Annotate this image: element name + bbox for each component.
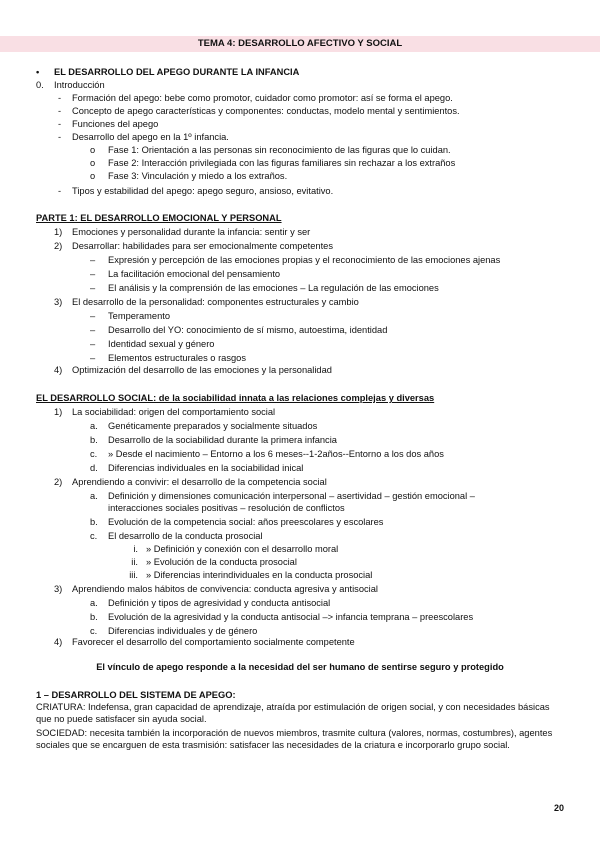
letter-marker: c. bbox=[90, 449, 98, 459]
roman-item: » Evolución de la conducta prosocial bbox=[146, 557, 297, 567]
roman-item: » Definición y conexión con el desarrollo moral bbox=[146, 544, 339, 554]
emdash-marker: – bbox=[90, 269, 96, 279]
intro-item: Formación del apego: bebe como promotor, cuidador como promotor: así se forma el apego. bbox=[72, 93, 453, 103]
social-item: La sociabilidad: origen del comportamiento social bbox=[72, 407, 276, 417]
emdash-marker: – bbox=[90, 311, 96, 321]
intro-item: Concepto de apego características y componentes: conductas, modelo mental y sentimientos. bbox=[72, 106, 460, 116]
intro-item: Tipos y estabilidad del apego: apego seguro, ansioso, evitativo. bbox=[72, 186, 334, 196]
parte1-item: Optimización del desarrollo de las emociones y la personalidad bbox=[72, 365, 332, 375]
apego-bullet: • bbox=[36, 67, 40, 77]
parte1-subitem: Temperamento bbox=[108, 311, 171, 321]
parte1-subitem: Expresión y percepción de las emociones propias y el reconocimiento de las emociones ajenas bbox=[108, 255, 501, 265]
item-number: 2) bbox=[54, 241, 63, 251]
letter-marker: b. bbox=[90, 612, 98, 622]
social-subitem: » Desde el nacimiento – Entorno a los 6 meses--1-2años--Entorno a los dos años bbox=[108, 449, 444, 459]
parte1-subitem: El análisis y la comprensión de las emociones – La regulación de las emociones bbox=[108, 283, 439, 293]
social-item: Favorecer el desarrollo del comportamiento socialmente competente bbox=[72, 637, 355, 647]
emdash-marker: – bbox=[90, 353, 96, 363]
dash-marker: - bbox=[58, 186, 62, 196]
criatura-paragraph bbox=[36, 701, 566, 725]
emdash-marker: – bbox=[90, 255, 96, 265]
sociedad-paragraph bbox=[36, 727, 566, 751]
item-number: 3) bbox=[54, 297, 63, 307]
dash-marker: - bbox=[58, 93, 62, 103]
parte1-item: El desarrollo de la personalidad: componentes estructurales y cambio bbox=[72, 297, 359, 307]
social-item: Aprendiendo a convivir: el desarrollo de la competencia social bbox=[72, 477, 327, 487]
parte1-subitem: Desarrollo del YO: conocimiento de sí mismo, autoestima, identidad bbox=[108, 325, 388, 335]
apego-title: EL DESARROLLO DEL APEGO DURANTE LA INFANCIA bbox=[54, 67, 300, 77]
apego-quote: El vínculo de apego responde a la necesidad del ser humano de sentirse seguro y protegido bbox=[96, 662, 504, 672]
parte1-subitem: Elementos estructurales o rasgos bbox=[108, 353, 246, 363]
intro-item: Desarrollo del apego en la 1º infancia. bbox=[72, 132, 229, 142]
emdash-marker: – bbox=[90, 339, 96, 349]
intro-item: Funciones del apego bbox=[72, 119, 159, 129]
intro-label: Introducción bbox=[54, 80, 105, 90]
social-subitem-cont: interacciones sociales positivas – resolución de conflictos bbox=[108, 503, 345, 513]
item-number: 3) bbox=[54, 584, 63, 594]
circle-bullet: o bbox=[90, 158, 96, 168]
dash-marker: - bbox=[58, 106, 62, 116]
criatura-label: CRIATURA: bbox=[36, 702, 86, 712]
sociedad-text: necesita también la incorporación de nuevos miembros, trasmite cultura (valores, normas, costumbres), agentes sociales que se encarguen de esta trasmisión: satisfacer las necesidades de la criatura e incorporarlo grupo social. bbox=[36, 728, 553, 750]
item-number: 1) bbox=[54, 407, 63, 417]
phase-item: Fase 1: Orientación a las personas sin reconocimiento de las figuras que lo cuidan. bbox=[108, 145, 451, 155]
emdash-marker: – bbox=[90, 325, 96, 335]
social-subitem: Evolución de la competencia social: años preescolares y escolares bbox=[108, 517, 384, 527]
criatura-text: Indefensa, gran capacidad de aprendizaje, atraída por estimulación de origen social, y con necesidades básicas que no puede satisfacer sin ayuda social. bbox=[36, 702, 550, 724]
social-subitem: Genéticamente preparados y socialmente situados bbox=[108, 421, 318, 431]
intro-number: 0. bbox=[36, 80, 44, 90]
roman-marker: iii. bbox=[129, 570, 138, 580]
social-item: Aprendiendo malos hábitos de convivencia: conducta agresiva y antisocial bbox=[72, 584, 378, 594]
chapter-header: TEMA 4: DESARROLLO AFECTIVO Y SOCIAL bbox=[0, 36, 600, 52]
social-title: EL DESARROLLO SOCIAL: de la sociabilidad innata a las relaciones complejas y diversas bbox=[36, 393, 435, 403]
letter-marker: a. bbox=[90, 421, 98, 431]
item-number: 1) bbox=[54, 227, 63, 237]
letter-marker: b. bbox=[90, 517, 98, 527]
letter-marker: b. bbox=[90, 435, 98, 445]
social-subitem: Definición y tipos de agresividad y conducta antisocial bbox=[108, 598, 331, 608]
letter-marker: d. bbox=[90, 463, 98, 473]
letter-marker: c. bbox=[90, 626, 98, 636]
letter-marker: a. bbox=[90, 598, 98, 608]
circle-bullet: o bbox=[90, 145, 96, 155]
social-subitem: Evolución de la agresividad y la conducta antisocial –> infancia temprana – preescolares bbox=[108, 612, 474, 622]
social-subitem: Definición y dimensiones comunicación interpersonal – asertividad – gestión emocional – bbox=[108, 491, 475, 501]
letter-marker: c. bbox=[90, 531, 98, 541]
phase-item: Fase 2: Interacción privilegiada con las figuras familiares sin rechazar a los extraños bbox=[108, 158, 456, 168]
dash-marker: - bbox=[58, 132, 62, 142]
parte1-subitem: Identidad sexual y género bbox=[108, 339, 215, 349]
roman-marker: i. bbox=[133, 544, 138, 554]
parte1-item: Emociones y personalidad durante la infancia: sentir y ser bbox=[72, 227, 311, 237]
social-subitem: Diferencias individuales en la sociabilidad inical bbox=[108, 463, 304, 473]
item-number: 4) bbox=[54, 365, 63, 375]
dash-marker: - bbox=[58, 119, 62, 129]
social-subitem: Diferencias individuales y de género bbox=[108, 626, 258, 636]
sociedad-label: SOCIEDAD: bbox=[36, 728, 88, 738]
social-subitem: El desarrollo de la conducta prosocial bbox=[108, 531, 263, 541]
social-subitem: Desarrollo de la sociabilidad durante la primera infancia bbox=[108, 435, 337, 445]
phase-item: Fase 3: Vinculación y miedo a los extraños. bbox=[108, 171, 288, 181]
parte1-subitem: La facilitación emocional del pensamiento bbox=[108, 269, 281, 279]
emdash-marker: – bbox=[90, 283, 96, 293]
page-number: 20 bbox=[553, 803, 564, 813]
item-number: 4) bbox=[54, 637, 63, 647]
circle-bullet: o bbox=[90, 171, 96, 181]
roman-marker: ii. bbox=[131, 557, 138, 567]
sistema-title: 1 – DESARROLLO DEL SISTEMA DE APEGO: bbox=[36, 690, 236, 700]
item-number: 2) bbox=[54, 477, 63, 487]
letter-marker: a. bbox=[90, 491, 98, 501]
parte1-title: PARTE 1: EL DESARROLLO EMOCIONAL Y PERSONAL bbox=[36, 213, 282, 223]
parte1-item: Desarrollar: habilidades para ser emocionalmente competentes bbox=[72, 241, 333, 251]
roman-item: » Diferencias interindividuales en la conducta prosocial bbox=[146, 570, 373, 580]
